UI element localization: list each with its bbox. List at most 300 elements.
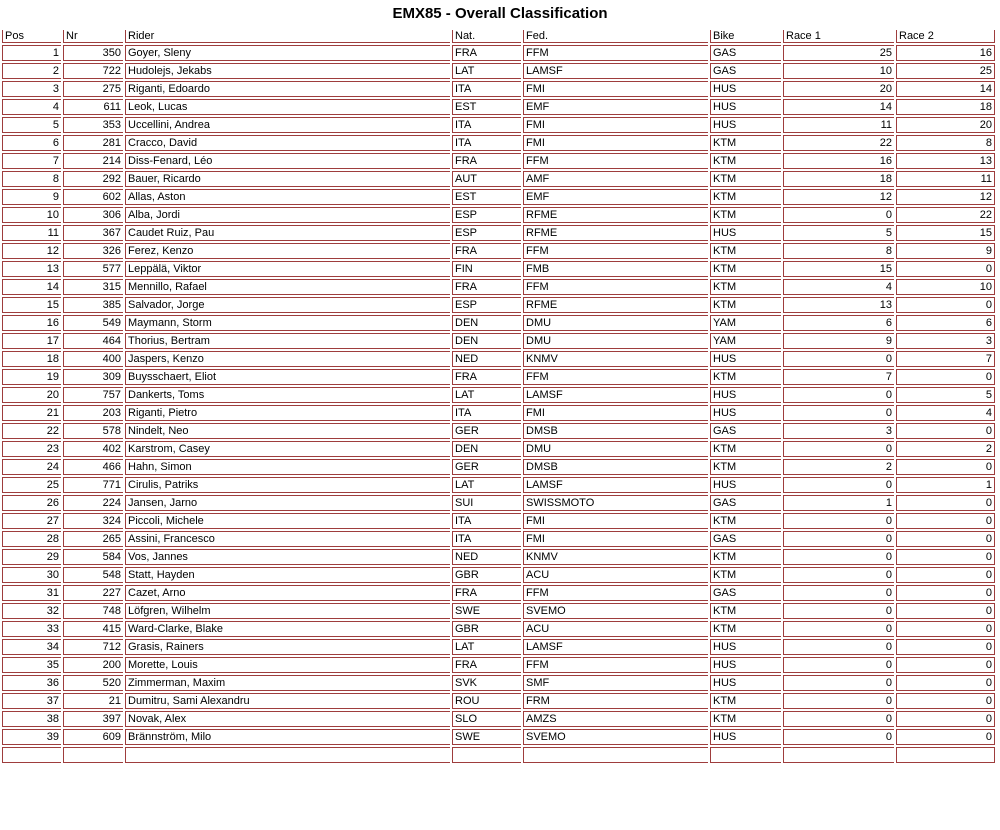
fed-cell: RFME [523,297,708,313]
nr-cell: 757 [63,387,123,403]
rider-cell: Diss-Fenard, Léo [125,153,450,169]
nat-cell: ITA [452,117,521,133]
race2-cell-empty [896,747,995,763]
pos-cell: 11 [2,225,61,241]
nat-cell: ITA [452,405,521,421]
race2-cell: 0 [896,423,995,439]
bike-cell: KTM [710,207,781,223]
nat-cell: FRA [452,243,521,259]
pos-cell: 4 [2,99,61,115]
nat-cell: SWE [452,603,521,619]
table-row [2,711,995,727]
race2-cell: 10 [896,279,995,295]
rider-cell: Riganti, Edoardo [125,81,450,97]
fed-cell: FMB [523,261,708,277]
table-row [2,675,995,691]
rider-cell: Cracco, David [125,135,450,151]
race1-cell: 0 [783,639,894,655]
nr-cell: 520 [63,675,123,691]
rider-cell: Buysschaert, Eliot [125,369,450,385]
fed-cell: LAMSF [523,63,708,79]
race1-cell: 0 [783,531,894,547]
nr-cell: 712 [63,639,123,655]
pos-cell: 12 [2,243,61,259]
rider-cell: Thorius, Bertram [125,333,450,349]
fed-cell: FFM [523,657,708,673]
race1-cell: 0 [783,441,894,457]
table-row [2,459,995,475]
fed-cell: RFME [523,207,708,223]
fed-cell: SVEMO [523,729,708,745]
nr-cell: 21 [63,693,123,709]
nr-cell: 577 [63,261,123,277]
nat-cell: FRA [452,657,521,673]
nat-cell: LAT [452,387,521,403]
bike-cell: HUS [710,81,781,97]
race2-cell: 0 [896,603,995,619]
nr-cell: 315 [63,279,123,295]
nat-cell: EST [452,189,521,205]
pos-cell: 32 [2,603,61,619]
table-row [2,567,995,583]
nat-cell-empty [452,747,521,763]
race2-cell: 9 [896,243,995,259]
nat-cell: ITA [452,81,521,97]
pos-cell: 7 [2,153,61,169]
pos-cell: 8 [2,171,61,187]
nat-cell: FRA [452,153,521,169]
pos-cell: 35 [2,657,61,673]
race2-cell: 22 [896,207,995,223]
column-header-nr: Nr [63,30,123,43]
race2-cell: 0 [896,531,995,547]
table-row [2,63,995,79]
pos-cell: 9 [2,189,61,205]
column-header-pos: Pos [2,30,61,43]
nr-cell: 309 [63,369,123,385]
fed-cell: LAMSF [523,639,708,655]
race1-cell: 0 [783,657,894,673]
bike-cell: YAM [710,315,781,331]
fed-cell: DMU [523,315,708,331]
fed-cell: FFM [523,45,708,61]
rider-cell: Grasis, Rainers [125,639,450,655]
race2-cell: 12 [896,189,995,205]
nr-cell: 214 [63,153,123,169]
nat-cell: ITA [452,531,521,547]
rider-cell: Statt, Hayden [125,567,450,583]
nr-cell: 367 [63,225,123,241]
pos-cell: 25 [2,477,61,493]
table-row [2,531,995,547]
fed-cell: DMSB [523,459,708,475]
nr-cell: 415 [63,621,123,637]
column-header-race1: Race 1 [783,30,894,43]
rider-cell: Dumitru, Sami Alexandru [125,693,450,709]
pos-cell: 21 [2,405,61,421]
bike-cell: KTM [710,369,781,385]
table-row [2,45,995,61]
nat-cell: ITA [452,135,521,151]
nr-cell: 402 [63,441,123,457]
fed-cell: DMU [523,333,708,349]
nat-cell: SLO [452,711,521,727]
bike-cell: HUS [710,729,781,745]
nr-cell: 400 [63,351,123,367]
race1-cell: 12 [783,189,894,205]
rider-cell: Ward-Clarke, Blake [125,621,450,637]
rider-cell: Mennillo, Rafael [125,279,450,295]
fed-cell: AMF [523,171,708,187]
rider-cell: Cirulis, Patriks [125,477,450,493]
nr-cell: 324 [63,513,123,529]
bike-cell: KTM [710,171,781,187]
nr-cell: 353 [63,117,123,133]
table-row [2,549,995,565]
nr-cell: 464 [63,333,123,349]
table-row [2,189,995,205]
nat-cell: DEN [452,315,521,331]
nr-cell: 549 [63,315,123,331]
table-row [2,405,995,421]
race2-cell: 15 [896,225,995,241]
bike-cell: HUS [710,639,781,655]
nr-cell: 611 [63,99,123,115]
bike-cell: HUS [710,477,781,493]
nr-cell: 350 [63,45,123,61]
fed-cell: DMSB [523,423,708,439]
pos-cell: 19 [2,369,61,385]
table-row [2,153,995,169]
rider-cell: Nindelt, Neo [125,423,450,439]
fed-cell: SWISSMOTO [523,495,708,511]
column-header-fed: Fed. [523,30,708,43]
fed-cell: FMI [523,513,708,529]
fed-cell: EMF [523,189,708,205]
nr-cell: 584 [63,549,123,565]
nat-cell: ESP [452,225,521,241]
rider-cell: Novak, Alex [125,711,450,727]
rider-cell: Caudet Ruiz, Pau [125,225,450,241]
table-row [2,351,995,367]
race2-cell: 0 [896,675,995,691]
header-row [2,30,995,43]
race2-cell: 0 [896,621,995,637]
race2-cell: 13 [896,153,995,169]
race2-cell: 0 [896,693,995,709]
bike-cell: KTM [710,261,781,277]
bike-cell: GAS [710,585,781,601]
nr-cell: 385 [63,297,123,313]
column-header-race2: Race 2 [896,30,995,43]
nr-cell: 292 [63,171,123,187]
nr-cell: 466 [63,459,123,475]
nat-cell: AUT [452,171,521,187]
rider-cell: Bauer, Ricardo [125,171,450,187]
race2-cell: 0 [896,549,995,565]
race1-cell: 0 [783,477,894,493]
fed-cell: FFM [523,585,708,601]
bike-cell: HUS [710,405,781,421]
fed-cell: ACU [523,621,708,637]
fed-cell: KNMV [523,351,708,367]
race1-cell: 0 [783,675,894,691]
rider-cell: Riganti, Pietro [125,405,450,421]
race1-cell: 0 [783,585,894,601]
pos-cell: 13 [2,261,61,277]
rider-cell: Hudolejs, Jekabs [125,63,450,79]
column-header-bike: Bike [710,30,781,43]
nat-cell: DEN [452,333,521,349]
nat-cell: ROU [452,693,521,709]
bike-cell: KTM [710,693,781,709]
nr-cell: 275 [63,81,123,97]
table-row [2,171,995,187]
table-row [2,729,995,745]
bike-cell: KTM [710,711,781,727]
bike-cell: KTM [710,621,781,637]
race2-cell: 0 [896,495,995,511]
table-row [2,333,995,349]
rider-cell: Dankerts, Toms [125,387,450,403]
table-row [2,603,995,619]
table-row [2,99,995,115]
race1-cell: 18 [783,171,894,187]
nat-cell: SVK [452,675,521,691]
pos-cell: 18 [2,351,61,367]
bike-cell: GAS [710,45,781,61]
race1-cell: 4 [783,279,894,295]
nat-cell: GBR [452,621,521,637]
pos-cell: 22 [2,423,61,439]
nat-cell: SWE [452,729,521,745]
fed-cell: AMZS [523,711,708,727]
bike-cell: HUS [710,675,781,691]
table-row [2,513,995,529]
pos-cell: 23 [2,441,61,457]
pos-cell: 2 [2,63,61,79]
race1-cell: 15 [783,261,894,277]
race2-cell: 8 [896,135,995,151]
race1-cell: 1 [783,495,894,511]
table-row [2,135,995,151]
race2-cell: 20 [896,117,995,133]
race2-cell: 0 [896,711,995,727]
rider-cell: Allas, Aston [125,189,450,205]
bike-cell: HUS [710,225,781,241]
rider-cell: Karstrom, Casey [125,441,450,457]
pos-cell: 34 [2,639,61,655]
nat-cell: FRA [452,279,521,295]
bike-cell: HUS [710,351,781,367]
race1-cell: 5 [783,225,894,241]
pos-cell: 28 [2,531,61,547]
fed-cell-empty [523,747,708,763]
table-row [2,387,995,403]
race2-cell: 0 [896,585,995,601]
nat-cell: FRA [452,585,521,601]
fed-cell: SVEMO [523,603,708,619]
table-row [2,621,995,637]
nat-cell: LAT [452,639,521,655]
race1-cell: 9 [783,333,894,349]
nat-cell: NED [452,549,521,565]
race1-cell: 0 [783,207,894,223]
nat-cell: FIN [452,261,521,277]
rider-cell: Leppälä, Viktor [125,261,450,277]
race1-cell: 6 [783,315,894,331]
race2-cell: 0 [896,657,995,673]
bike-cell: HUS [710,99,781,115]
table-row [2,477,995,493]
race1-cell: 3 [783,423,894,439]
race1-cell: 0 [783,549,894,565]
race2-cell: 0 [896,513,995,529]
race1-cell: 0 [783,603,894,619]
rider-cell: Ferez, Kenzo [125,243,450,259]
bike-cell: YAM [710,333,781,349]
nr-cell: 602 [63,189,123,205]
pos-cell: 30 [2,567,61,583]
fed-cell: EMF [523,99,708,115]
race1-cell: 13 [783,297,894,313]
race1-cell: 16 [783,153,894,169]
rider-cell: Uccellini, Andrea [125,117,450,133]
race2-cell: 18 [896,99,995,115]
rider-cell-empty [125,747,450,763]
race2-cell: 0 [896,261,995,277]
race1-cell: 0 [783,711,894,727]
race1-cell: 0 [783,405,894,421]
pos-cell: 24 [2,459,61,475]
nat-cell: GER [452,423,521,439]
nat-cell: NED [452,351,521,367]
fed-cell: LAMSF [523,477,708,493]
pos-cell: 36 [2,675,61,691]
race2-cell: 0 [896,639,995,655]
race2-cell: 14 [896,81,995,97]
nr-cell: 203 [63,405,123,421]
race1-cell: 0 [783,693,894,709]
rider-cell: Salvador, Jorge [125,297,450,313]
race2-cell: 6 [896,315,995,331]
bike-cell: KTM [710,189,781,205]
table-row [2,207,995,223]
rider-cell: Piccoli, Michele [125,513,450,529]
rider-cell: Morette, Louis [125,657,450,673]
race2-cell: 0 [896,567,995,583]
race1-cell: 0 [783,513,894,529]
nr-cell: 748 [63,603,123,619]
race2-cell: 7 [896,351,995,367]
nr-cell: 771 [63,477,123,493]
bike-cell: GAS [710,423,781,439]
table-row [2,369,995,385]
rider-cell: Vos, Jannes [125,549,450,565]
race1-cell: 0 [783,351,894,367]
nat-cell: FRA [452,45,521,61]
bike-cell: KTM [710,549,781,565]
nr-cell: 265 [63,531,123,547]
table-row [2,495,995,511]
nr-cell: 281 [63,135,123,151]
fed-cell: FFM [523,369,708,385]
pos-cell: 31 [2,585,61,601]
fed-cell: FFM [523,279,708,295]
bike-cell: KTM [710,603,781,619]
race1-cell: 22 [783,135,894,151]
race1-cell: 0 [783,567,894,583]
table-row [2,243,995,259]
bike-cell: KTM [710,153,781,169]
race1-cell: 0 [783,729,894,745]
rider-cell: Assini, Francesco [125,531,450,547]
nr-cell: 227 [63,585,123,601]
bike-cell-empty [710,747,781,763]
nr-cell: 722 [63,63,123,79]
fed-cell: ACU [523,567,708,583]
nat-cell: SUI [452,495,521,511]
table-row [2,315,995,331]
pos-cell: 33 [2,621,61,637]
race2-cell: 3 [896,333,995,349]
fed-cell: DMU [523,441,708,457]
bike-cell: KTM [710,459,781,475]
race1-cell: 7 [783,369,894,385]
rider-cell: Cazet, Arno [125,585,450,601]
nr-cell: 224 [63,495,123,511]
fed-cell: RFME [523,225,708,241]
nat-cell: ESP [452,297,521,313]
table-row [2,639,995,655]
classification-table [0,28,997,765]
nat-cell: LAT [452,63,521,79]
table-row [2,423,995,439]
rider-cell: Leok, Lucas [125,99,450,115]
race2-cell: 0 [896,459,995,475]
pos-cell: 14 [2,279,61,295]
nr-cell-empty [63,747,123,763]
rider-cell: Alba, Jordi [125,207,450,223]
nr-cell: 397 [63,711,123,727]
race2-cell: 0 [896,729,995,745]
column-header-nat: Nat. [452,30,521,43]
pos-cell: 3 [2,81,61,97]
race1-cell: 0 [783,621,894,637]
fed-cell: FMI [523,117,708,133]
fed-cell: FFM [523,243,708,259]
nat-cell: DEN [452,441,521,457]
nat-cell: ESP [452,207,521,223]
pos-cell: 37 [2,693,61,709]
pos-cell: 26 [2,495,61,511]
race2-cell: 16 [896,45,995,61]
pos-cell: 6 [2,135,61,151]
nat-cell: LAT [452,477,521,493]
race2-cell: 1 [896,477,995,493]
pos-cell: 15 [2,297,61,313]
race2-cell: 11 [896,171,995,187]
bike-cell: GAS [710,495,781,511]
race2-cell: 2 [896,441,995,457]
table-row [2,279,995,295]
partial-row [2,747,995,763]
table-row [2,225,995,241]
race2-cell: 0 [896,369,995,385]
table-row [2,117,995,133]
race1-cell: 2 [783,459,894,475]
fed-cell: FFM [523,153,708,169]
